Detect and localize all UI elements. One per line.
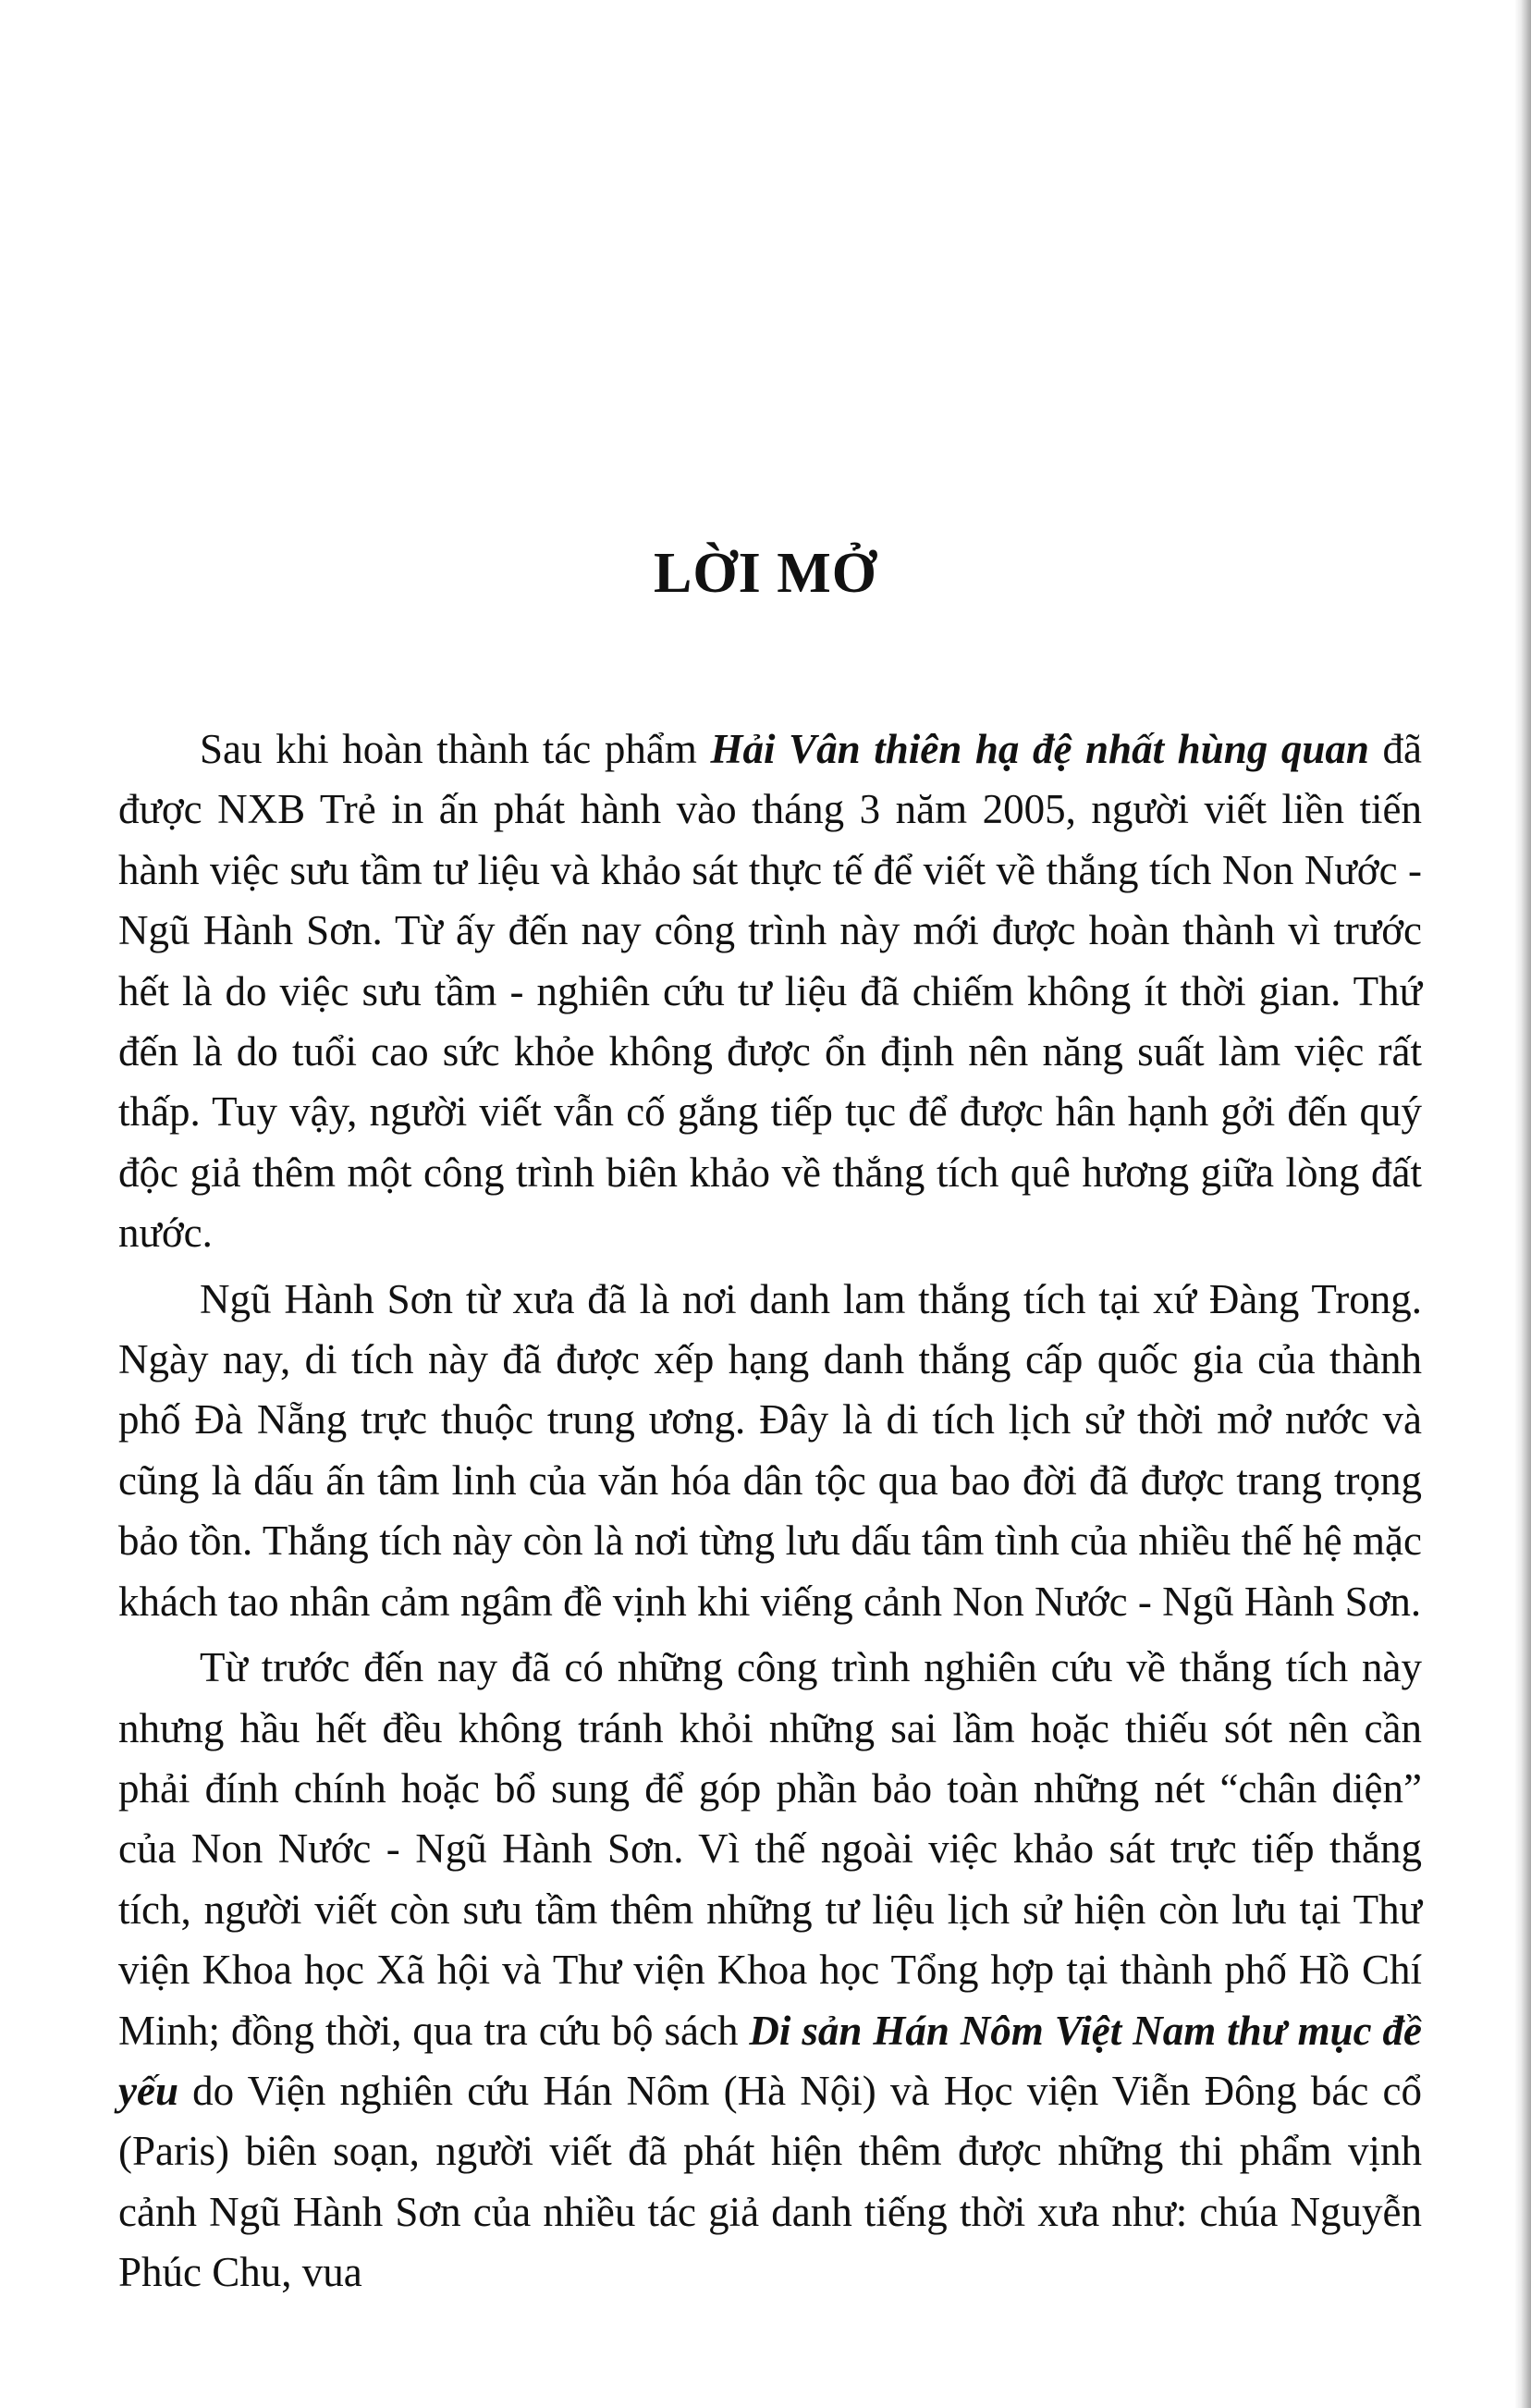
paragraph-3-text-cont: do Viện nghiên cứu Hán Nôm (Hà Nội) và Học viện Viễn Đông bác cổ (Paris) biên soạn, người viết đã phát hiện thêm được những thi phẩm vịnh cảnh Ngũ Hành Sơn của nhiều tác giả danh tiếng thời xưa như: chúa Nguyễn Phúc Chu, vua bbox=[118, 2067, 1422, 2296]
paragraph-1-text: Sau khi hoàn thành tác phẩm bbox=[200, 726, 711, 772]
book-title-di-san-han-nom: Di sản Hán Nôm Việt Nam thư mục đề yếu bbox=[118, 2007, 1422, 2114]
paragraph-3-text: Từ trước đến nay đã có những công trình nghiên cứu về thắng tích này nhưng hầu hết đều không tránh khỏi những sai lầm hoặc thiếu sót nên cần phải đính chính hoặc bổ sung để góp phần bảo toàn những nét “chân diện” của Non Nước - Ngũ Hành Sơn. Vì thế ngoài việc khảo sát trực tiếp thắng tích, người viết còn sưu tầm thêm những tư liệu lịch sử hiện còn lưu tại Thư viện Khoa học Xã hội và Thư viện Khoa học Tổng hợp tại thành phố Hồ Chí Minh; đồng thời, qua tra cứu bộ sách bbox=[118, 1644, 1422, 2054]
paragraph-1 bbox=[118, 719, 1422, 1264]
paragraph-1-text-cont: đã được NXB Trẻ in ấn phát hành vào tháng 3 năm 2005, người viết liền tiến hành việc sưu tầm tư liệu và khảo sát thực tế để viết về thắng tích Non Nước - Ngũ Hành Sơn. Từ ấy đến nay công trình này mới được hoàn thành vì trước hết là do việc sưu tầm - nghiên cứu tư liệu đã chiếm không ít thời gian. Thứ đến là do tuổi cao sức khỏe không được ổn định nên năng suất làm việc rất thấp. Tuy vậy, người viết vẫn cố gắng tiếp tục để được hân hạnh gởi đến quý độc giả thêm một công trình biên khảo về thắng tích quê hương giữa lòng đất nước. bbox=[118, 726, 1422, 1257]
paragraph-2 bbox=[118, 1270, 1422, 1632]
page-edge-shadow bbox=[1514, 0, 1531, 2408]
paragraph-3 bbox=[118, 1638, 1422, 2303]
page-title: LỜI MỞ bbox=[654, 541, 877, 605]
paragraph-2-text: Ngũ Hành Sơn từ xưa đã là nơi danh lam thắng tích tại xứ Đàng Trong. Ngày nay, di tích này đã được xếp hạng danh thắng cấp quốc gia của thành phố Đà Nẵng trực thuộc trung ương. Đây là di tích lịch sử thời mở nước và cũng là dấu ấn tâm linh của văn hóa dân tộc qua bao đời đã được trang trọng bảo tồn. Thắng tích này còn là nơi từng lưu dấu tâm tình của nhiều thế hệ mặc khách tao nhân cảm ngâm đề vịnh khi viếng cảnh Non Nước - Ngũ Hành Sơn. bbox=[118, 1275, 1422, 1625]
book-title-hai-van: Hải Vân thiên hạ đệ nhất hùng quan bbox=[710, 726, 1369, 772]
body-text bbox=[118, 719, 1422, 2304]
